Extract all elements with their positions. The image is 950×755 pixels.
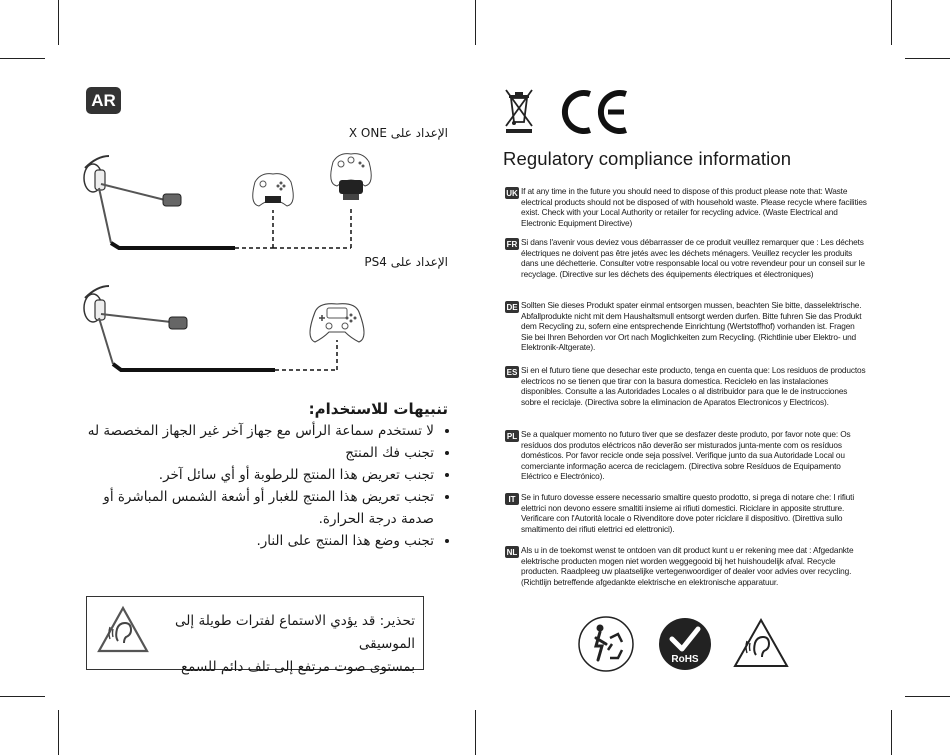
warning-line-2: بمستوى صوت مرتفع إلى تلف دائم للسمع [180,659,415,675]
crop-mark [905,696,950,697]
entry-it [505,492,867,534]
entry-es [505,365,867,407]
lang-code-badge: ES [506,367,518,377]
entry-de [505,300,867,353]
crop-mark [0,58,45,59]
warning-line-1: تحذير: قد يؤدي الاستماع لفترات طويلة إلى الموسيقى [175,613,415,652]
language-badge: AR [86,87,121,114]
ps4-setup-label: الإعداد على PS4 [364,255,448,269]
weee-bin-icon [504,88,534,134]
lang-code-badge: UK [506,188,518,198]
xone-setup-label: الإعداد على X ONE [348,126,448,140]
entry-text: Se a qualquer momento no futuro tiver que se desfazer deste produto, por favor note que: Os resíduos dos produtos eléctricos não deverão ser misturados junta-mente com os resíduos domésticos. Por favor recicle onde seja possível. Verifique junto da sua Autoridade Local ou comerciante informação acerca de reciclagem. (Directiva sobre Resíduos de Equipamento Eléctrico e Electrónico). [521,429,851,482]
xone-setup-diagram [75,148,375,258]
ps4-setup-diagram [75,282,375,382]
entry-uk [505,186,867,228]
hearing-warning-box [86,596,424,675]
crop-mark [891,0,892,45]
crop-mark [475,0,476,45]
ps4-controller-icon [310,304,364,342]
entry-text: Si dans l'avenir vous deviez vous débarrasser de ce produit veuillez remarquer que : Les déchets électriques ne doivent pas être jetés avec les déchets ménagers. Veuillez recycler les produits dans une déchetterie. Consulter votre responsable local ou votre revendeur pour un conseil sur le recyclage. (Directive sur les déchets des équipements électriques et électroniques) [521,237,865,279]
crop-mark [891,710,892,755]
lang-code-badge: NL [506,547,518,557]
note-item: • تجنب فك المنتج [78,442,434,464]
xbox-controller-icon [253,174,294,206]
crop-mark [905,58,950,59]
entry-text: Si en el futuro tiene que desechar este producto, tenga en cuenta que: Los residuos de productos electricos no se tienen que tirar con la basura domestica. Recicleło en las instalaciones disponibles. Consulte a las Autoridades Locales o al distribuidor para que le de instrucciones sobre el reciclaje. (Directiva sobre la eliminacion de Aparatos Electronicos y Electricos). [521,365,866,407]
hearing-warning-icon [97,605,149,655]
entry-text: Als u in de toekomst wenst te ontdoen van dit product kunt u er rekening mee dat : Afgedankte elektrische producten mogen niet worden weggegooid bij het huishoudelijk afval. Recycle producten. Raadpleeg uw plaatselijke vertegenwoordiger of dealer voor advies over recycling. (Richtlijn betreffende afgedankte elektrische en elektronische apparatuur. [521,545,854,587]
entry-fr [505,237,867,279]
crop-mark [58,0,59,45]
crop-mark [475,710,476,755]
note-item: • تجنب وضع هذا المنتج على النار. [78,530,434,552]
lang-code-badge: DE [506,302,518,312]
lang-code-badge: IT [505,493,519,505]
entry-text: If at any time in the future you should need to dispose of this product please note that: Waste electrical products should not be disposed of with household waste. Please recycle where facilities exist. Check with your Local Authority or retailer for recycling advice. (Waste Electrical and Electronic Equipment Directive) [521,186,867,228]
note-item: • تجنب تعريض هذا المنتج للغبار أو أشعة الشمس المباشرة أو صدمة درجة الحرارة. [78,486,434,530]
ce-mark-icon [558,88,630,136]
usage-notes-title: تنبيهات للاستخدام: [308,400,448,418]
rohs-icon [658,617,712,671]
rohs-label: RoHS [671,654,699,665]
crop-mark [58,710,59,755]
xbox-controller-adapter-icon [331,154,372,200]
tidyman-recycle-icon [578,616,634,672]
note-item: • تجنب تعريض هذا المنتج للرطوبة أو أي سائل آخر. [78,464,434,486]
entry-nl [505,545,867,587]
lang-code-badge: FR [506,239,518,249]
entry-text: Se in futuro dovesse essere necessario smaltire questo prodotto, si prega di notare che: I rifiuti elettrici non devono essere smaltiti insieme ai rifiuti domestici. Riciclare in apposite strutture. Verificare con l'Autorità locale o Rivenditore dove poter riciclare il dispositivo. (Direttiva sullo smaltimento dei rifiuti elettrici ed elettronici). [521,492,855,534]
entry-pl [505,429,867,482]
hearing-caution-icon [732,617,790,669]
lang-code-badge: PL [506,431,518,441]
regulatory-heading: Regulatory compliance information [503,148,792,169]
note-item: • لا تستخدم سماعة الرأس مع جهاز آخر غير الجهاز المخصصة له [78,420,434,442]
usage-notes [78,398,448,552]
crop-mark [0,696,45,697]
entry-text: Sollten Sie dieses Produkt spater einmal entsorgen mussen, beachten Sie bitte, dasselektrische. Abfallprodukte nicht mit dem Haushaltsmull entsorgt werden durfen. Bitte fuhren Sie das Produkt dem Recycling zu, sofern eine entsprechende Einrichtung (Wertstoffhof) vorhanden ist. Fragen Sie bei Ihren Behorden vor Ort nach Moglichkeiten zum Recycling. (Richtlinie uber Elektro- und Elektronik-Altgerate). [521,300,862,353]
